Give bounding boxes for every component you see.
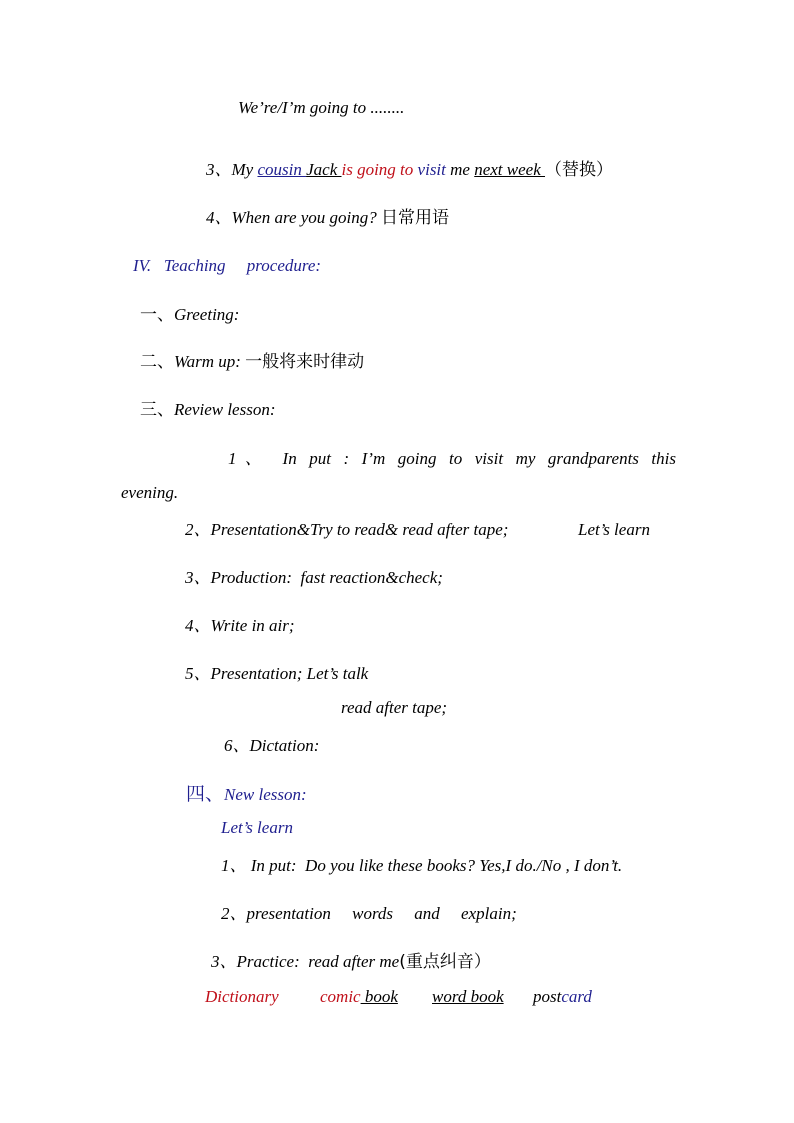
item-number: 3、My — [206, 160, 258, 179]
note-substitution: （替换） — [545, 160, 614, 180]
note-daily: 日常用语 — [381, 208, 450, 228]
word-me: me — [445, 160, 475, 179]
vocab-book: book — [360, 987, 398, 1006]
vocab-comic: comic — [320, 987, 361, 1006]
line-new-presentation: 2、presentation words and explain; — [221, 904, 517, 923]
line-substitution — [206, 159, 613, 181]
section-title: Greeting: — [174, 305, 240, 324]
line-sentence-pattern: We’re/I’m going to ........ — [238, 98, 405, 117]
line-input-cont: evening. — [121, 483, 179, 502]
section-number: 一、 — [140, 305, 174, 325]
vocab-dictionary: Dictionary — [205, 987, 279, 1006]
vocab-word-book: word book — [432, 987, 504, 1006]
step-text: 3、Practice: read after me — [211, 952, 400, 971]
line-review-lesson — [140, 399, 276, 421]
vocab-card: card — [561, 987, 592, 1006]
question-text: 4、When are you going? — [206, 208, 382, 227]
word-cousin: cousin — [257, 160, 307, 179]
section-title: Warm up: — [174, 352, 246, 371]
section-title: New lesson: — [224, 785, 307, 804]
word-is-going-to: is going to — [341, 160, 418, 179]
step-text: 2、Presentation&Try to read& read after tape; — [185, 520, 509, 539]
lets-learn-ref: Let’s learn — [578, 520, 650, 539]
line-presentation-talk: 5、Presentation; Let’s talk — [185, 664, 369, 683]
section-number: 四、 — [186, 783, 225, 805]
section-number: 三、 — [140, 400, 174, 420]
line-read-after-tape: read after tape; — [341, 698, 448, 717]
line-input: 1、 In put : I’m going to visit my grandparents this — [228, 449, 676, 468]
line-greeting — [140, 304, 239, 326]
line-dictation: 6、Dictation: — [224, 736, 320, 755]
line-write-in-air: 4、Write in air; — [185, 616, 295, 635]
word-next-week: next week — [474, 160, 546, 179]
vocab-post: post — [533, 987, 562, 1006]
vocab-comic-book — [320, 986, 398, 1008]
section-title: Review lesson: — [174, 400, 276, 419]
step-note: (重点纠音） — [399, 952, 491, 972]
line-production: 3、Production: fast reaction&check; — [185, 568, 443, 587]
line-warm-up — [140, 351, 364, 373]
section-note: 一般将来时律动 — [245, 352, 365, 372]
line-daily-phrase — [206, 207, 449, 229]
heading-teaching-procedure: IV. Teaching procedure: — [133, 256, 322, 275]
line-practice — [211, 951, 491, 973]
word-visit: visit — [417, 160, 446, 179]
vocab-postcard — [533, 986, 592, 1008]
line-presentation — [185, 519, 508, 541]
subheading-lets-learn: Let’s learn — [221, 818, 293, 837]
word-jack: Jack — [306, 160, 342, 179]
line-new-lesson — [186, 783, 307, 806]
section-number: 二、 — [140, 352, 174, 372]
line-new-input: 1、 In put: Do you like these books? Yes,I do./No , I don’t. — [221, 856, 623, 875]
